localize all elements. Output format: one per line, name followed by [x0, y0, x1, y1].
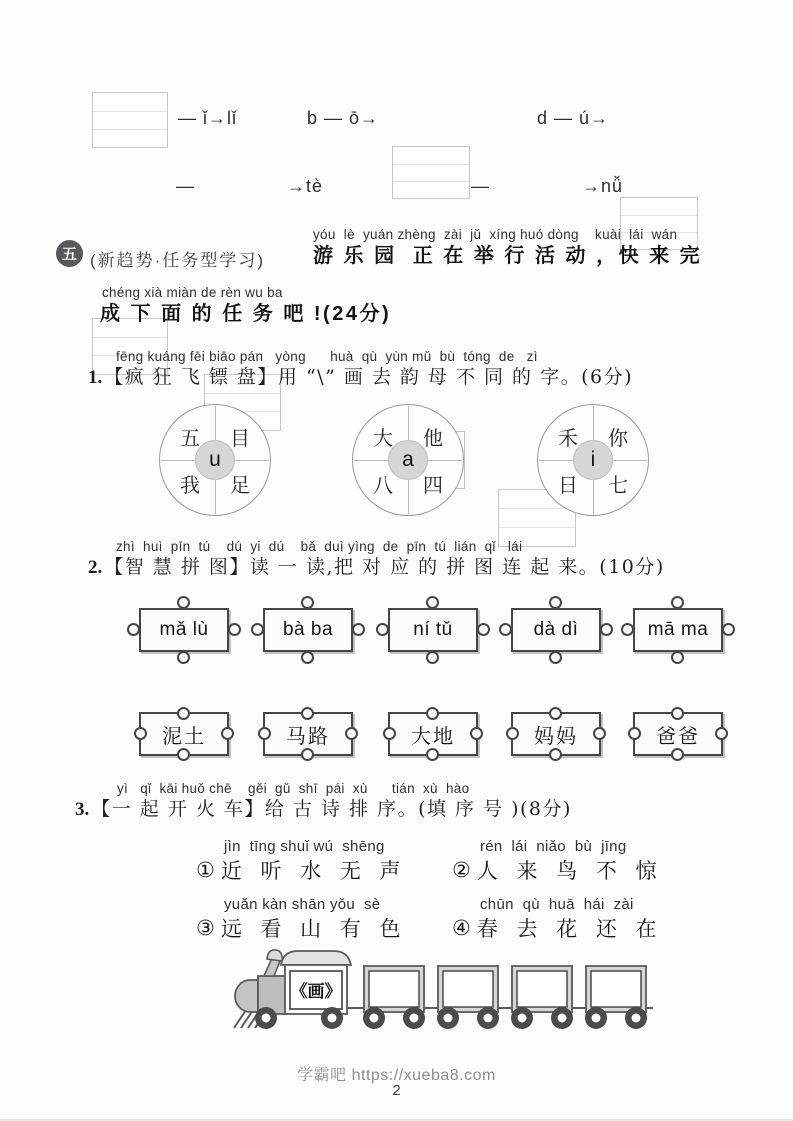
- train-label: 《画》: [290, 982, 342, 1002]
- spelling-result-1: →tè: [287, 176, 324, 196]
- locomotive-nose: [235, 980, 258, 1012]
- dartboard-3-char-bl: 日: [558, 473, 578, 497]
- poem-line-4-pinyin: chūn qù huā hái zài: [480, 896, 634, 913]
- locomotive-chimney-cap: [267, 950, 282, 961]
- exercise1-pinyin: fēng kuáng fēi biāo pán yòng huà qù yùn mǔ bù tóng de zì: [116, 349, 538, 364]
- dartboard-2-center: a: [388, 440, 428, 480]
- hanzi-puzzle-piece-3: [388, 712, 478, 756]
- poem-line-3: [196, 896, 407, 943]
- section-tag: (新趋势·任务型学习): [90, 251, 265, 270]
- dartboard-3-char-tl: 禾: [558, 426, 578, 450]
- dartboard-2: [352, 404, 464, 516]
- dartboard-2-char-bl: 八: [373, 473, 393, 497]
- pinyin-puzzle-piece-2: [263, 608, 353, 652]
- poem-line-1: [196, 838, 407, 885]
- hanzi-piece-label: 大地: [411, 723, 455, 748]
- exercise2-number: 2.: [88, 557, 103, 578]
- exercise3-hanzi: 【一 起 开 火 车】给 古 诗 排 序。(填 序 号 )(8分): [91, 798, 572, 820]
- pinyin-puzzle-piece-4: [511, 608, 601, 652]
- poem-line-3-number: ③: [196, 916, 215, 940]
- exercise1-number: 1.: [88, 367, 103, 388]
- pinyin-piece-label: mā ma: [647, 619, 709, 640]
- dash-text-1: —: [176, 176, 195, 196]
- section-number-badge: 五: [56, 240, 83, 267]
- hanzi-puzzle-piece-4: [511, 712, 601, 756]
- task-intro-line2-pinyin: chéng xià miàn de rèn wu ba: [102, 285, 283, 300]
- top-exercises: [0, 0, 793, 392]
- poem-line-4: [452, 896, 663, 943]
- pinyin-piece-label: dà dì: [533, 619, 579, 640]
- hanzi-piece-label: 马路: [286, 723, 330, 748]
- dartboard-1-char-tr: 目: [230, 426, 250, 450]
- dartboard-3-char-tr: 你: [608, 426, 628, 450]
- dartboard-1-char-tl: 五: [180, 426, 200, 450]
- page-number: 2: [392, 1082, 401, 1099]
- spelling-result-2: →nǚ: [582, 176, 624, 196]
- exercise3-pinyin: yì qǐ kāi huǒ chē gěi gǔ shī pái xù tián xù hào: [117, 781, 470, 796]
- pinyin-piece-label: bà ba: [282, 619, 334, 640]
- train-car-4: [586, 966, 646, 1012]
- poem-line-3-hanzi: 远 看 山 有 色: [220, 917, 407, 941]
- dartboard-2-char-br: 四: [423, 473, 443, 497]
- footer-site: 学霸吧 https://xueba8.com: [297, 1067, 496, 1084]
- exercise3-number: 3.: [75, 799, 90, 820]
- poem-line-2-number: ②: [452, 858, 471, 882]
- poem-line-2-pinyin: rén lái niǎo bù jīng: [480, 838, 627, 855]
- exercise2-pinyin: zhì huì pīn tú dú yi dú bǎ duì yìng de pīn tú lián qǐ lái: [116, 539, 523, 554]
- locomotive-cab-roof: [281, 951, 351, 965]
- pinyin-puzzle-piece-5: [633, 608, 723, 652]
- task-intro-line2: [100, 284, 391, 327]
- poem-line-2-hanzi: 人 来 鸟 不 惊: [476, 859, 663, 883]
- pinyin-puzzle-piece-1: [139, 608, 229, 652]
- task-intro-line1-hanzi: 游 乐 园 正 在 举 行 活 动 ，快 来 完: [313, 245, 703, 267]
- dartboard-1: [159, 404, 271, 516]
- poem-line-2: [452, 838, 663, 885]
- exercise1-hanzi: 【疯 狂 飞 镖 盘】用 “\” 画 去 韵 母 不 同 的 字。(6分): [104, 366, 634, 388]
- exercise3-heading: [75, 780, 572, 822]
- exercise2-heading: [88, 538, 665, 580]
- pinyin-piece-label: ní tǔ: [413, 619, 453, 640]
- exercise2-hanzi: 【智 慧 拼 图】读 一 读,把 对 应 的 拼 图 连 起 来。(10分): [104, 556, 665, 578]
- hanzi-puzzle-piece-5: [633, 712, 723, 756]
- exercise1-heading: [88, 348, 633, 390]
- pinyin-piece-label: mǎ lù: [159, 619, 209, 640]
- spelling-text-1: — ǐ→lǐ: [178, 108, 237, 128]
- dash-text-2: —: [471, 176, 490, 196]
- dartboard-1-char-bl: 我: [180, 473, 200, 497]
- poem-line-1-pinyin: jìn tīng shuǐ wú shēng: [224, 838, 385, 855]
- poem-line-1-number: ①: [196, 858, 215, 882]
- dartboard-1-center: u: [195, 440, 235, 480]
- hanzi-piece-label: 妈妈: [534, 723, 578, 748]
- train-car-2: [438, 966, 498, 1012]
- pinyin-puzzle-piece-3: [388, 608, 478, 652]
- train-car-1: [364, 966, 424, 1012]
- train-illustration: [228, 946, 660, 1034]
- poem-line-3-pinyin: yuǎn kàn shān yǒu sè: [224, 896, 381, 913]
- train-car-3: [512, 966, 572, 1012]
- dartboard-3: [537, 404, 649, 516]
- task-intro-line1-pinyin: yóu lè yuán zhèng zài jǔ xíng huó dòng kuài lái wán: [313, 227, 678, 242]
- dartboard-1-char-br: 足: [230, 473, 250, 497]
- dartboard-2-char-tr: 他: [423, 426, 443, 450]
- dartboard-3-center: i: [573, 440, 613, 480]
- hanzi-piece-label: 爸爸: [656, 723, 700, 748]
- poem-line-1-hanzi: 近 听 水 无 声: [220, 859, 407, 883]
- spelling-text-2: b — ō→: [307, 108, 380, 128]
- poem-line-4-hanzi: 春 去 花 还 在: [476, 917, 663, 941]
- hanzi-piece-label: 泥土: [162, 723, 206, 748]
- hanzi-puzzle-piece-1: [139, 712, 229, 756]
- dartboard-3-char-br: 七: [608, 473, 628, 497]
- spelling-text-3: d — ú→: [537, 108, 610, 128]
- dartboard-2-char-tl: 大: [373, 426, 393, 450]
- pinyin-answer-box-2: [392, 146, 470, 199]
- pinyin-answer-box-1: [92, 92, 168, 148]
- task-intro-line2-hanzi: 成 下 面 的 任 务 吧 !(24分): [100, 303, 392, 325]
- task-intro-line1: [313, 226, 702, 269]
- poem-line-4-number: ④: [452, 916, 471, 940]
- hanzi-puzzle-piece-2: [263, 712, 353, 756]
